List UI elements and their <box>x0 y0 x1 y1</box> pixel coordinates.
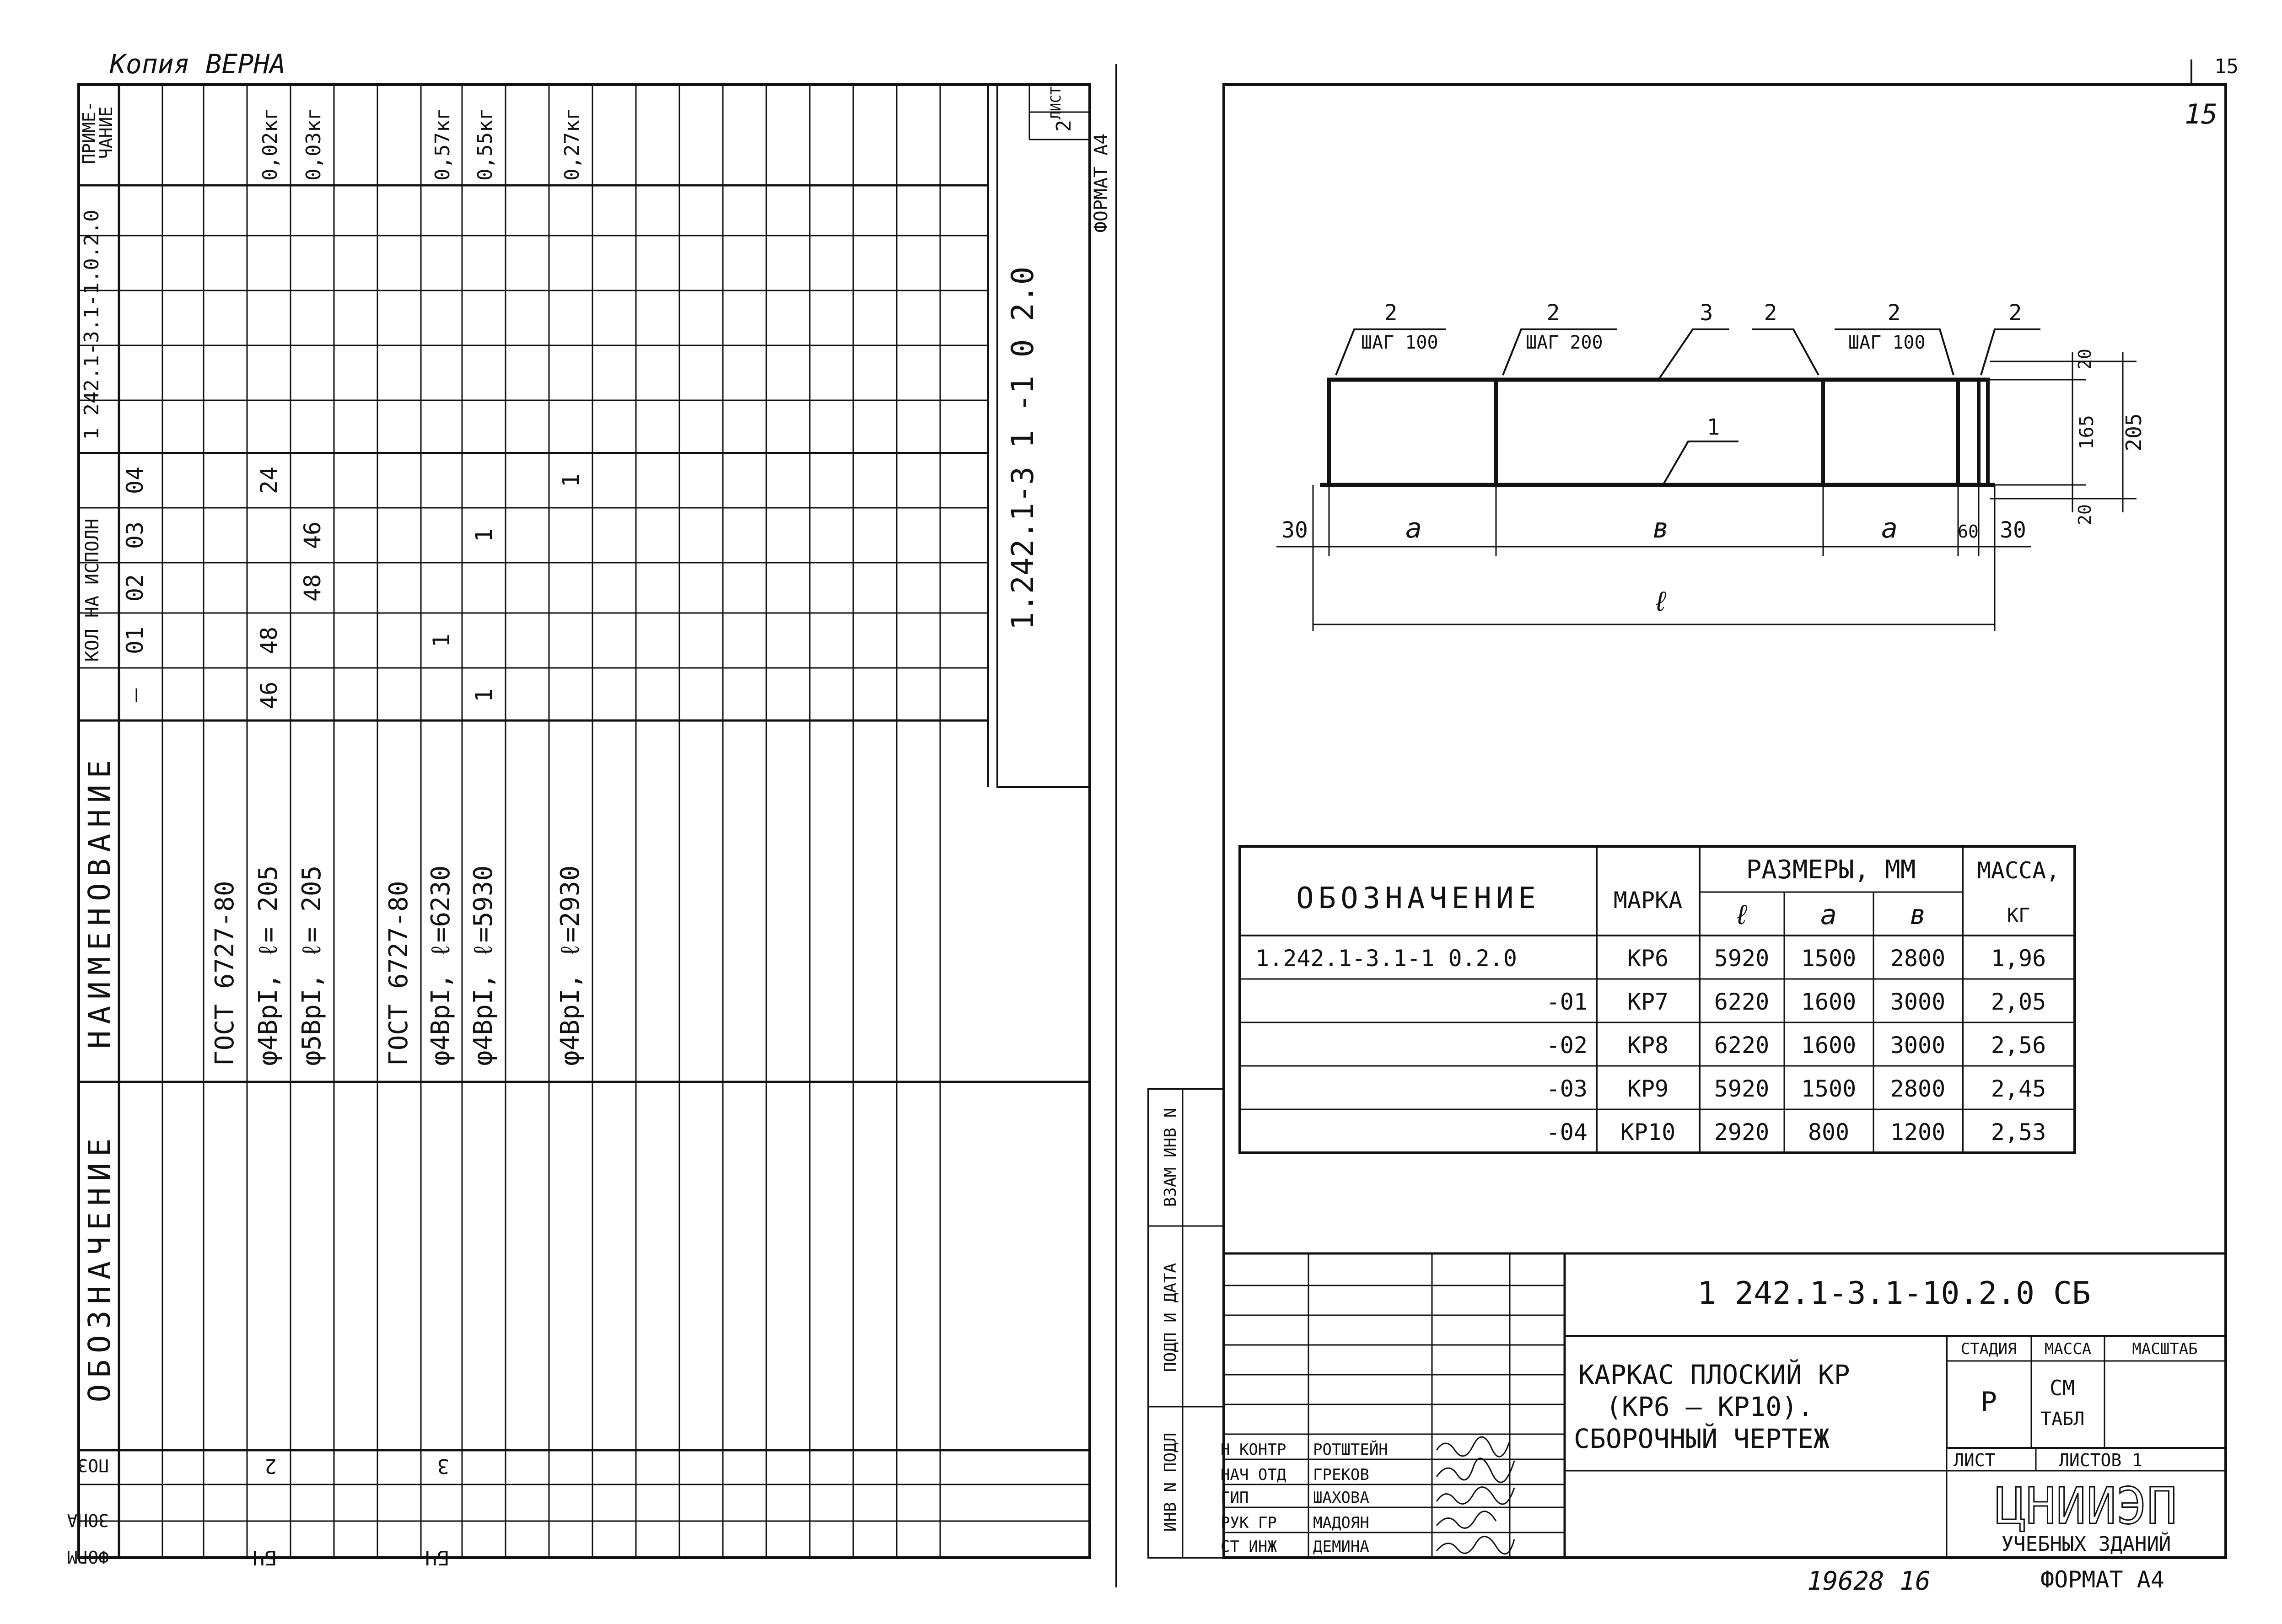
signatory-name: РОТШТЕЙН <box>1313 1441 1388 1459</box>
exec-label: 02 <box>122 574 148 602</box>
bottom-number: 19628 16 <box>1807 1566 1931 1596</box>
callout-text: ШАГ 200 <box>1526 332 1603 353</box>
header-zone: ЗОНА <box>67 1510 109 1530</box>
cell-mass: 2,56 <box>1991 1032 2046 1059</box>
dim-165: 165 <box>2075 415 2098 450</box>
signatory-row <box>1221 1538 1369 1556</box>
cell-a: 1500 <box>1801 1075 1857 1102</box>
row-format: БЧ <box>253 1546 277 1569</box>
table-row <box>1546 1119 2046 1145</box>
signatory-row <box>1221 1440 1388 1459</box>
cell-mark: КР9 <box>1627 1075 1669 1102</box>
cell-mark: КР8 <box>1627 1032 1669 1059</box>
cell-l: 6220 <box>1714 1032 1770 1059</box>
mass-value-line1: СМ <box>2050 1376 2075 1400</box>
scale-label: МАСШТАБ <box>2132 1340 2198 1358</box>
header-note-line1: ПРИМЕ- <box>79 101 99 164</box>
cell-a: 1500 <box>1801 945 1857 972</box>
row-name: φ4ВрI, ℓ=2930 <box>555 865 585 1066</box>
th-designation: ОБОЗНАЧЕНИЕ <box>1296 882 1540 915</box>
cell-designation: -03 <box>1546 1075 1588 1102</box>
cell-mark: КР7 <box>1627 989 1669 1015</box>
copy-stamp: Копия ВЕРНА <box>110 48 286 80</box>
org-subtitle: УЧЕБНЫХ ЗДАНИЙ <box>2001 1533 2171 1556</box>
signatory-row <box>1221 1489 1369 1507</box>
dim-30: 30 <box>1281 517 1308 543</box>
cell-mass: 2,05 <box>1991 989 2046 1015</box>
stage-label: СТАДИЯ <box>1960 1340 2017 1358</box>
row-qty: 48 <box>299 574 326 602</box>
cell-mark: КР10 <box>1620 1119 1676 1145</box>
side-label: ПОДП И ДАТА <box>1161 1263 1180 1372</box>
row-note: 0,27кг <box>560 108 584 181</box>
mass-value-line2: ТАБЛ <box>2040 1409 2085 1430</box>
row-qty: 48 <box>256 626 282 655</box>
table-row <box>1546 1075 2046 1102</box>
cell-mass: 2,45 <box>1991 1075 2046 1102</box>
row-note: 0,55кг <box>474 108 497 181</box>
th-b: в <box>1909 899 1927 931</box>
parameters-table <box>1240 846 2075 1153</box>
signatory-role: Н КОНТР <box>1221 1441 1286 1459</box>
exec-label: 04 <box>122 466 148 495</box>
table-row <box>1546 989 2046 1015</box>
dim-205: 205 <box>2121 413 2146 452</box>
header-position: ПОЗ <box>77 1455 109 1475</box>
signatory-row <box>1221 1466 1369 1484</box>
exec-label: 01 <box>122 626 148 655</box>
side-label: ВЗАМ ИНВ N <box>1161 1108 1180 1207</box>
th-mark: МАРКА <box>1613 887 1683 914</box>
row-pos: 3 <box>437 1454 449 1478</box>
th-dims: РАЗМЕРЫ, ММ <box>1746 855 1916 885</box>
row-name: φ4ВрI, ℓ=5930 <box>468 865 498 1066</box>
left-format-label: ФОРМАТ А4 <box>1091 133 1112 233</box>
cell-designation: 1.242.1-3.1-1 0.2.0 <box>1255 945 1517 972</box>
cell-a: 800 <box>1808 1119 1850 1145</box>
row-name: φ4ВрI, ℓ=6230 <box>426 865 456 1066</box>
cell-b: 1200 <box>1890 1119 1946 1145</box>
row-qty: 1 <box>428 633 455 648</box>
left-sheet-label: ЛИСТ <box>1048 86 1064 120</box>
left-frame <box>79 85 1090 1558</box>
cell-b: 3000 <box>1890 1032 1946 1059</box>
row-note: 0,57кг <box>431 108 454 181</box>
th-mass: МАССА, <box>1977 857 2060 884</box>
mass-label: МАССА <box>2044 1340 2092 1358</box>
th-mass-unit: КГ <box>2007 904 2030 926</box>
cell-l: 2920 <box>1714 1119 1770 1145</box>
corner-number-top: 15 <box>2214 55 2239 78</box>
cell-l: 5920 <box>1714 945 1770 972</box>
signatory-name: ДЕМИНА <box>1313 1538 1369 1556</box>
label-1: 1 <box>1706 414 1720 440</box>
row-pos: 2 <box>264 1454 277 1478</box>
signatory-role: НАЧ ОТД <box>1221 1466 1286 1484</box>
dim-20: 20 <box>2075 349 2095 370</box>
dim-20: 20 <box>2075 504 2095 525</box>
cell-designation: -02 <box>1546 1032 1588 1059</box>
corner-number: 15 <box>2185 98 2218 130</box>
row-qty: 24 <box>256 466 282 495</box>
signatory-name: ШАХОВА <box>1313 1489 1369 1507</box>
cell-mark: КР6 <box>1627 945 1669 972</box>
cell-b: 2800 <box>1890 1075 1946 1102</box>
side-stamp <box>1148 1089 1224 1558</box>
cell-designation: -01 <box>1546 989 1588 1015</box>
signature-scribbles <box>1437 1437 1514 1554</box>
callout-number: 2 <box>2008 300 2022 326</box>
row-qty: 46 <box>256 681 282 710</box>
callout-text: ШАГ 100 <box>1848 332 1926 353</box>
signatory-row <box>1221 1514 1369 1532</box>
header-designation: ОБОЗНАЧЕНИЕ <box>82 1132 117 1403</box>
row-name: φ4ВрI, ℓ= 205 <box>253 865 283 1066</box>
right-format-label: ФОРМАТ А4 <box>2040 1566 2164 1593</box>
signatory-name: МАДОЯН <box>1313 1514 1369 1532</box>
row-name: φ5ВрI, ℓ= 205 <box>297 865 327 1066</box>
table-row <box>1255 945 2046 972</box>
cell-b: 3000 <box>1890 989 1946 1015</box>
header-name: НАИМЕНОВАНИЕ <box>82 753 117 1049</box>
cell-b: 2800 <box>1890 945 1946 972</box>
cell-a: 1600 <box>1801 989 1857 1015</box>
row-format: БЧ <box>425 1546 449 1569</box>
title-doc-code: 1 242.1-3.1-10.2.0 СБ <box>1697 1275 2091 1312</box>
dim-60: 60 <box>1958 522 1979 542</box>
title-line2: (КР6 – КР10). <box>1606 1391 1814 1422</box>
cell-designation: -04 <box>1546 1119 1588 1145</box>
sheets-label: ЛИСТОВ 1 <box>2059 1450 2143 1470</box>
stray-code: 1 242.1-3.1-1.0.2.0 <box>80 210 103 440</box>
dim-30: 30 <box>2000 517 2026 543</box>
header-format: ФОРМ <box>67 1547 109 1567</box>
side-label: ИНВ N ПОДЛ <box>1161 1432 1180 1532</box>
row-qty: 1 <box>471 688 497 703</box>
frame-drawing <box>1276 300 2146 631</box>
cell-mass: 1,96 <box>1991 945 2046 972</box>
callout-text: ШАГ 100 <box>1361 332 1438 353</box>
exec-label: 03 <box>122 521 148 549</box>
row-name: ГОСТ 6727-80 <box>384 881 414 1066</box>
right-sheet <box>1148 55 2239 1596</box>
dim-b: в <box>1652 512 1669 544</box>
cell-a: 1600 <box>1801 1032 1857 1059</box>
exec-label: – <box>122 688 148 703</box>
callout-number: 2 <box>1764 300 1777 326</box>
left-sheet-number: 2 <box>1052 119 1076 132</box>
callout-number: 2 <box>1887 300 1901 326</box>
row-name: ГОСТ 6727-80 <box>210 881 240 1066</box>
callout-number: 2 <box>1546 300 1560 326</box>
dim-l: ℓ <box>1652 586 1669 618</box>
title-line1: КАРКАС ПЛОСКИЙ КР <box>1578 1359 1850 1390</box>
dim-a: a <box>1405 512 1422 544</box>
sheet-label: ЛИСТ <box>1954 1450 1996 1470</box>
th-l: ℓ <box>1733 899 1750 931</box>
left-doc-code: 1.242.1-3 1 -1 0 2.0 <box>1005 266 1040 630</box>
signatory-role: СТ ИНЖ <box>1221 1538 1277 1556</box>
stage-value: Р <box>1980 1386 1997 1418</box>
row-note: 0,02кг <box>258 108 282 181</box>
row-qty: 1 <box>471 528 497 543</box>
dim-a: a <box>1881 512 1898 544</box>
title-block <box>1221 1253 2226 1558</box>
header-quantity: КОЛ НА ИСПОЛН <box>82 518 103 662</box>
callout-number: 3 <box>1700 300 1713 326</box>
cell-l: 5920 <box>1714 1075 1770 1102</box>
signatory-role: РУК ГР <box>1221 1514 1277 1532</box>
left-sheet <box>67 48 1112 1569</box>
row-qty: 1 <box>558 473 584 488</box>
title-line3: СБОРОЧНЫЙ ЧЕРТЕЖ <box>1574 1423 1830 1454</box>
org-name: ЦНИИЭП <box>1995 1477 2177 1535</box>
callout-number: 2 <box>1384 300 1398 326</box>
row-note: 0,03кг <box>302 108 325 181</box>
signatory-role: ГИП <box>1221 1489 1249 1507</box>
cell-l: 6220 <box>1714 989 1770 1015</box>
cell-mass: 2,53 <box>1991 1119 2046 1145</box>
row-qty: 46 <box>299 521 326 549</box>
table-row <box>1546 1032 2046 1059</box>
signatory-name: ГРЕКОВ <box>1313 1466 1369 1484</box>
header-note-line2: ЧАНИЕ <box>96 106 116 159</box>
th-a: а <box>1820 899 1837 931</box>
